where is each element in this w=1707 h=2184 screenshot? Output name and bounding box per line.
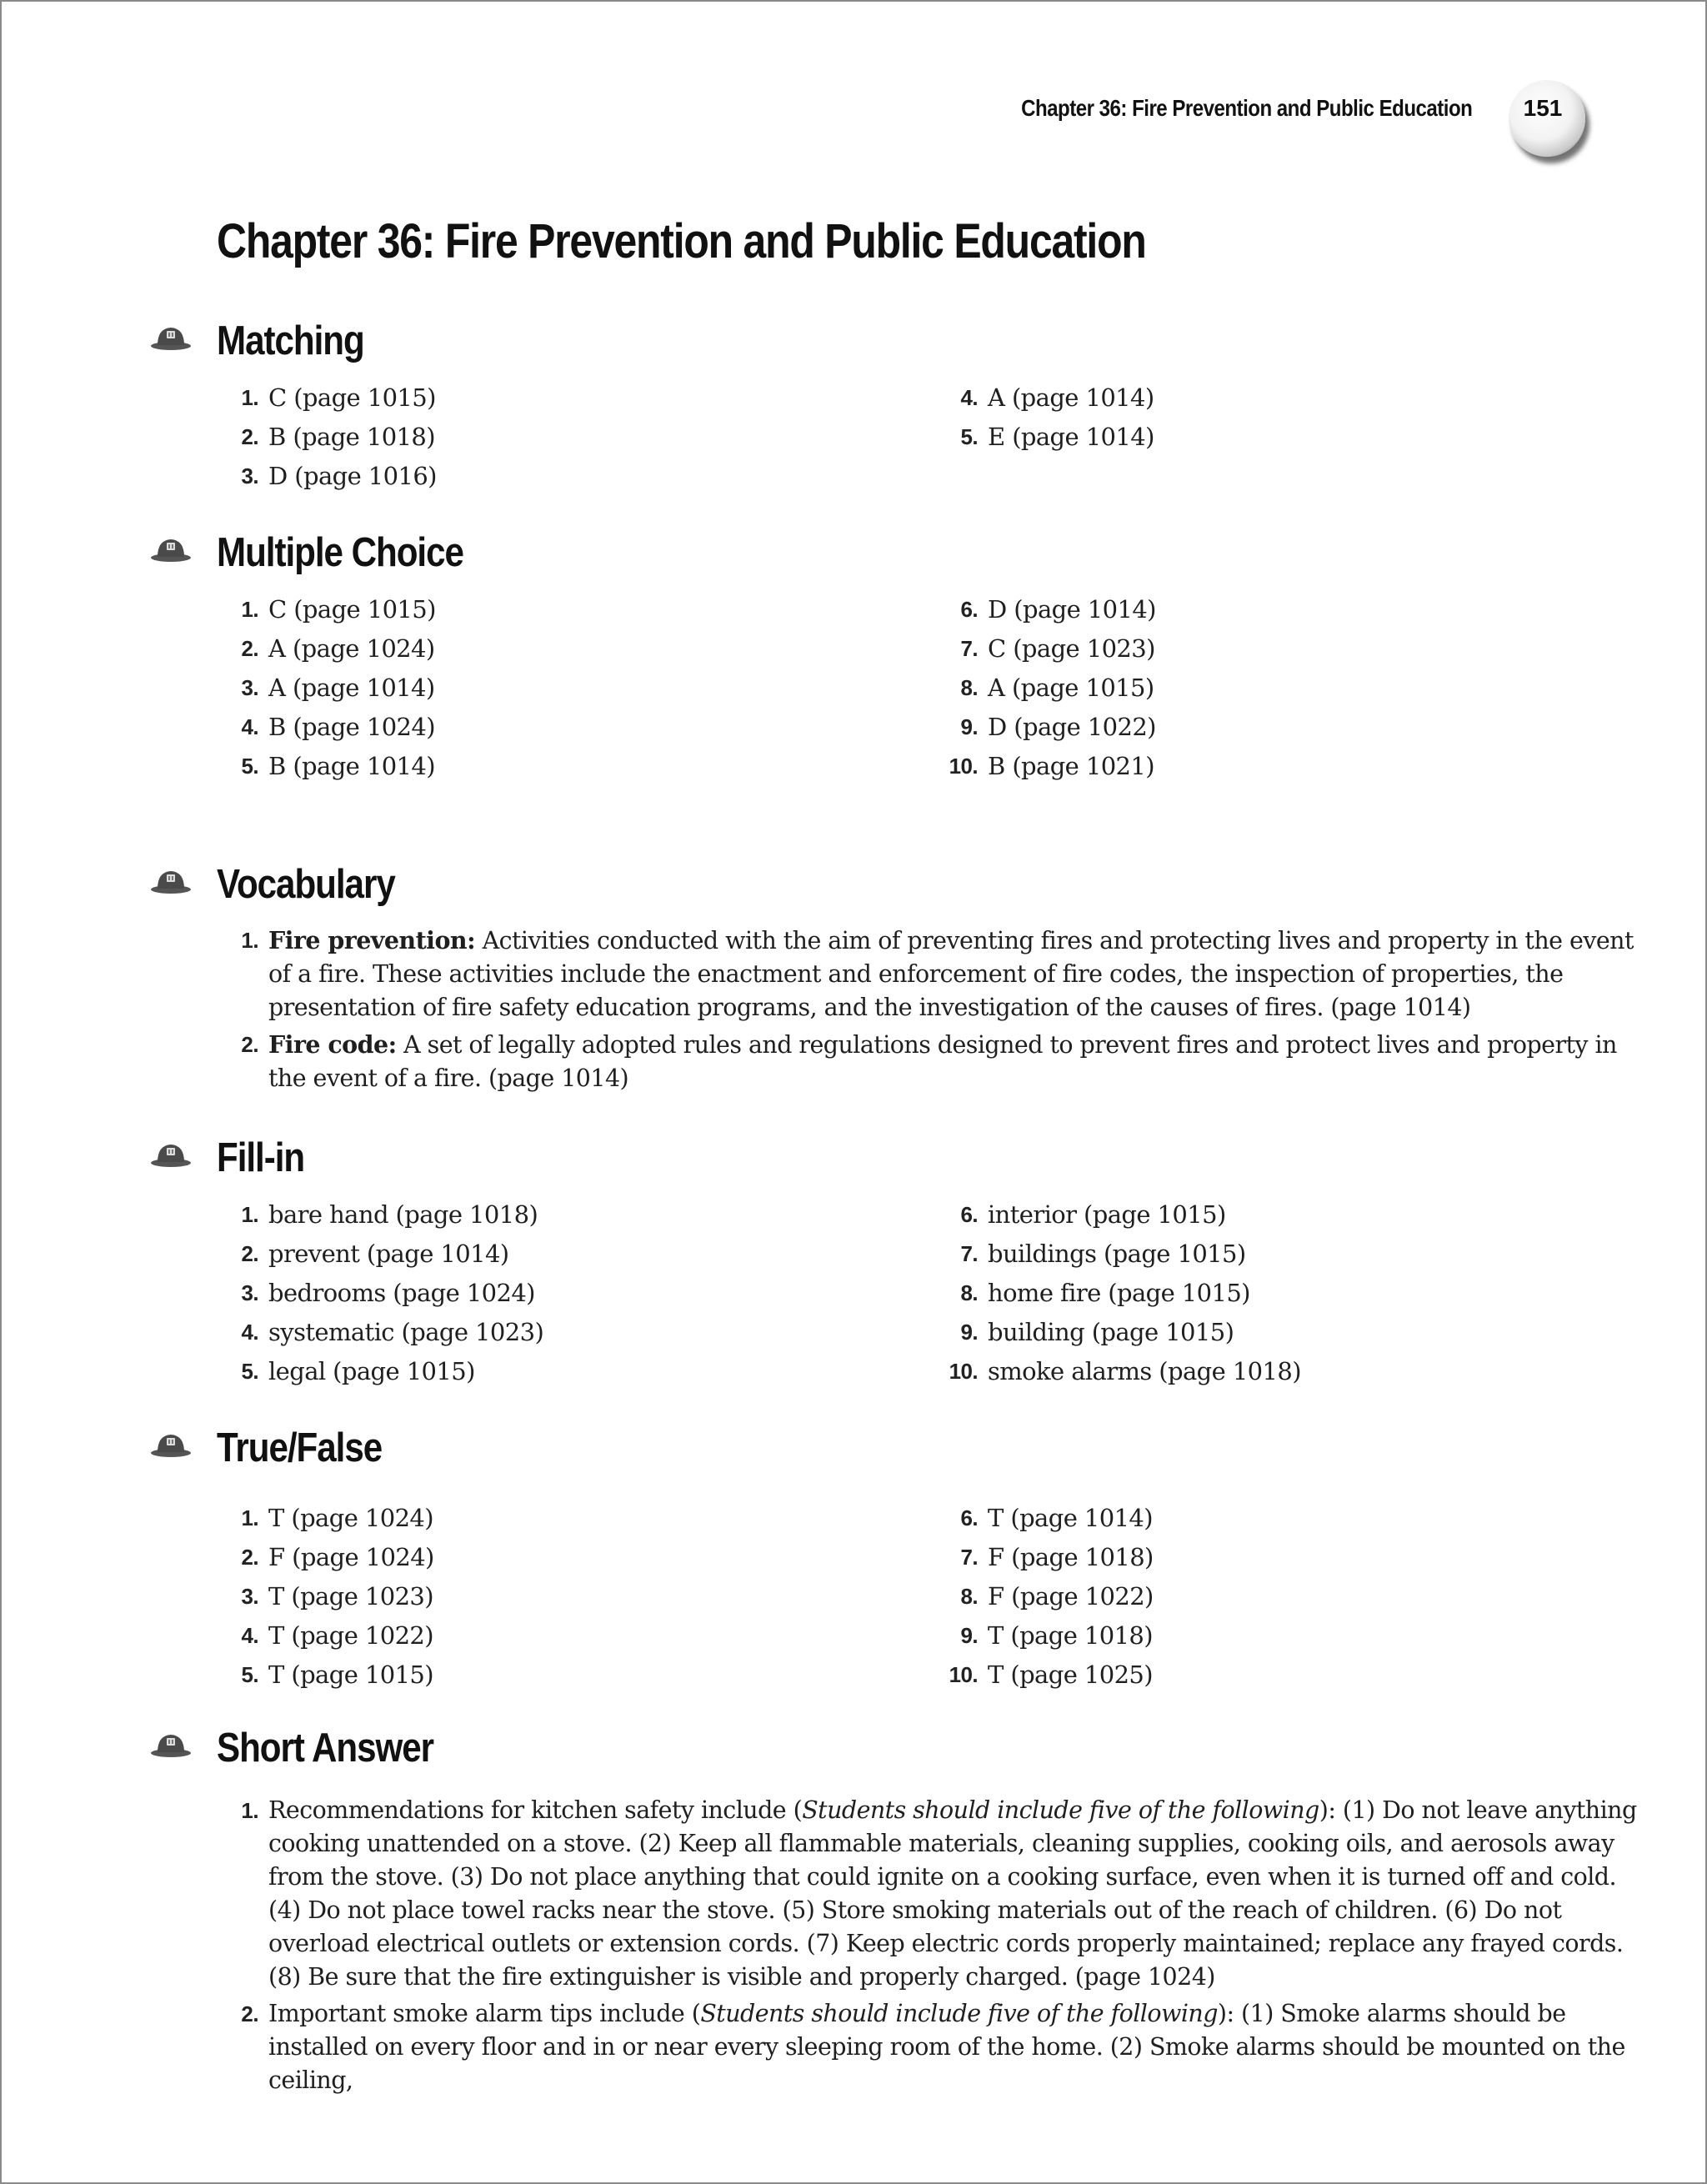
- answer-item: [217, 708, 436, 747]
- item-number: 3.: [241, 463, 258, 488]
- answer-intro: Important smoke alarm tips include (: [268, 2000, 701, 2027]
- answer-text: prevent (page 1014): [268, 1240, 509, 1268]
- item-number: 8.: [960, 675, 978, 700]
- answer-text: smoke alarms (page 1018): [988, 1357, 1301, 1385]
- answer-item: [936, 1538, 1154, 1577]
- answer-text: D (page 1022): [988, 713, 1156, 741]
- answer-text: buildings (page 1015): [988, 1240, 1246, 1268]
- item-number: 10.: [949, 1662, 978, 1687]
- item-number: 1.: [241, 597, 258, 622]
- running-header-title: Chapter 36: Fire Prevention and Public Education: [1020, 95, 1472, 121]
- answer-text: legal (page 1015): [268, 1357, 475, 1385]
- answer-text: interior (page 1015): [988, 1200, 1226, 1229]
- answer-column-right: [936, 1195, 1301, 1391]
- chapter-title: Chapter 36: Fire Prevention and Public Education: [217, 214, 1146, 268]
- answer-item: [936, 1313, 1301, 1352]
- answer-text: B (page 1024): [268, 713, 435, 741]
- true-false-answers: [0, 1499, 1707, 1695]
- answer-body: ): (1) Smoke alarms should be installed on every floor and in or near every sleeping room of the home. (2) Smoke alarms should be mounted on the ceiling,: [268, 2000, 1625, 2094]
- answer-item: [217, 1499, 434, 1538]
- section-title-multiple-choice: Multiple Choice: [217, 530, 463, 575]
- section-vocabulary: [0, 857, 1707, 1099]
- answer-item: [217, 1195, 543, 1235]
- short-answer-item: [217, 1997, 1644, 2097]
- answer-text: T (page 1023): [268, 1582, 433, 1610]
- fire-helmet-icon: [150, 323, 192, 352]
- answer-column-right: [936, 590, 1156, 786]
- answer-item: [936, 669, 1156, 708]
- answer-text: A (page 1015): [988, 674, 1154, 702]
- answer-column-left: [217, 378, 437, 496]
- fire-helmet-icon: [150, 867, 192, 895]
- answer-text: T (page 1018): [988, 1621, 1153, 1650]
- answer-item: [936, 1577, 1154, 1616]
- answer-column-right: [936, 1499, 1154, 1695]
- answer-text: C (page 1015): [268, 383, 436, 412]
- answer-text: D (page 1014): [988, 595, 1156, 624]
- answer-text: systematic (page 1023): [268, 1318, 544, 1346]
- answer-item: [217, 1577, 434, 1616]
- answer-text: B (page 1021): [988, 752, 1154, 780]
- item-number: 7.: [960, 636, 978, 661]
- item-number: 2.: [241, 1545, 258, 1570]
- item-number: 1.: [241, 1202, 258, 1227]
- answer-text: C (page 1015): [268, 595, 436, 624]
- section-fill-in: [0, 1130, 1707, 1391]
- vocabulary-list: [0, 924, 1707, 1095]
- answer-item: [217, 1274, 543, 1313]
- item-number: 9.: [960, 1320, 978, 1345]
- item-number: 5.: [241, 754, 258, 779]
- answer-text: D (page 1016): [268, 462, 437, 490]
- item-number: 2.: [241, 424, 258, 449]
- section-title-vocabulary: Vocabulary: [217, 862, 395, 907]
- answer-item: [936, 1656, 1154, 1695]
- answer-item: [936, 1352, 1301, 1391]
- answer-item: [936, 1195, 1301, 1235]
- item-number: 10.: [949, 1359, 978, 1384]
- item-number: 4.: [241, 1623, 258, 1648]
- answer-column-right: [936, 378, 1154, 457]
- section-title-fill-in: Fill-in: [217, 1135, 305, 1180]
- answer-text: A (page 1014): [268, 674, 435, 702]
- answer-text: T (page 1022): [268, 1621, 433, 1650]
- item-number: 6.: [960, 1505, 978, 1530]
- answer-item: [217, 378, 437, 418]
- answer-text: T (page 1015): [268, 1661, 433, 1689]
- answer-item: [217, 1235, 543, 1274]
- item-number: 2.: [241, 636, 258, 661]
- vocabulary-term: Fire code:: [268, 1030, 397, 1059]
- item-number: 4.: [241, 714, 258, 739]
- item-number: 1.: [241, 1505, 258, 1530]
- fire-helmet-icon: [150, 535, 192, 564]
- answer-item: [217, 1352, 543, 1391]
- answer-column-left: [217, 590, 436, 786]
- answer-item: [217, 669, 436, 708]
- answer-item: [936, 590, 1156, 629]
- item-number: 10.: [949, 754, 978, 779]
- section-title-true-false: True/False: [217, 1425, 383, 1470]
- item-number: 1.: [241, 385, 258, 410]
- answer-item: [217, 1616, 434, 1656]
- fire-helmet-icon: [150, 1140, 192, 1169]
- answer-text: T (page 1025): [988, 1661, 1153, 1689]
- section-matching: [0, 313, 1707, 496]
- item-number: 7.: [960, 1241, 978, 1266]
- item-number: 6.: [960, 597, 978, 622]
- answer-item: [217, 457, 437, 496]
- answer-item: [936, 1235, 1301, 1274]
- page-number-badge: [1509, 80, 1585, 157]
- answer-text: home fire (page 1015): [988, 1279, 1250, 1307]
- answer-text: F (page 1024): [268, 1543, 434, 1571]
- answer-item: [936, 418, 1154, 457]
- answer-instruction: Students should include five of the following: [700, 2000, 1218, 2027]
- answer-text: building (page 1015): [988, 1318, 1234, 1346]
- short-answer-list: [0, 1794, 1707, 2097]
- fire-helmet-icon: [150, 1430, 192, 1459]
- item-number: 2.: [241, 1032, 258, 1057]
- answer-item: [217, 590, 436, 629]
- answer-text: C (page 1023): [988, 634, 1155, 663]
- item-number: 2.: [241, 1241, 258, 1266]
- matching-answers: [0, 378, 1707, 496]
- item-number: 6.: [960, 1202, 978, 1227]
- answer-item: [936, 708, 1156, 747]
- item-number: 8.: [960, 1280, 978, 1305]
- item-number: 1.: [241, 1798, 258, 1823]
- answer-text: E (page 1014): [988, 423, 1154, 451]
- item-number: 9.: [960, 714, 978, 739]
- item-number: 3.: [241, 1280, 258, 1305]
- answer-instruction: Students should include five of the following: [802, 1796, 1319, 1824]
- short-answer-item: [217, 1794, 1644, 1994]
- item-number: 1.: [241, 928, 258, 953]
- answer-item: [217, 1538, 434, 1577]
- item-number: 4.: [960, 385, 978, 410]
- section-title-matching: Matching: [217, 318, 364, 363]
- item-number: 5.: [241, 1662, 258, 1687]
- answer-item: [217, 418, 437, 457]
- vocabulary-item: [217, 924, 1644, 1024]
- multiple-choice-answers: [0, 590, 1707, 786]
- item-number: 2.: [241, 2001, 258, 2026]
- section-multiple-choice: [0, 525, 1707, 786]
- answer-text: A (page 1014): [988, 383, 1154, 412]
- page-number: 151: [1523, 95, 1563, 121]
- answer-item: [936, 1499, 1154, 1538]
- item-number: 7.: [960, 1545, 978, 1570]
- answer-text: F (page 1018): [988, 1543, 1154, 1571]
- vocabulary-term: Fire prevention:: [268, 926, 476, 954]
- answer-text: F (page 1022): [988, 1582, 1154, 1610]
- answer-text: T (page 1014): [988, 1504, 1153, 1532]
- answer-item: [936, 629, 1156, 669]
- item-number: 9.: [960, 1623, 978, 1648]
- section-title-short-answer: Short Answer: [217, 1726, 434, 1771]
- answer-text: A (page 1024): [268, 634, 435, 663]
- answer-item: [217, 629, 436, 669]
- answer-intro: Recommendations for kitchen safety include (: [268, 1796, 803, 1824]
- answer-text: bare hand (page 1018): [268, 1200, 538, 1229]
- item-number: 3.: [241, 1584, 258, 1609]
- item-number: 8.: [960, 1584, 978, 1609]
- answer-column-left: [217, 1195, 543, 1391]
- answer-item: [936, 747, 1156, 786]
- answer-text: bedrooms (page 1024): [268, 1279, 535, 1307]
- section-short-answer: [0, 1721, 1707, 2101]
- answer-text: B (page 1014): [268, 752, 435, 780]
- vocabulary-definition: Activities conducted with the aim of preventing fires and protecting lives and property in the event of a fire. These activities include the enactment and enforcement of fire codes, the inspection of properties, the presentation of fire safety education programs, and the investigation of the causes of fires. (page 1014): [268, 927, 1634, 1021]
- vocabulary-definition: A set of legally adopted rules and regulations designed to prevent fires and protect lives and property in the event of a fire. (page 1014): [268, 1031, 1617, 1092]
- item-number: 3.: [241, 675, 258, 700]
- item-number: 4.: [241, 1320, 258, 1345]
- item-number: 5.: [241, 1359, 258, 1384]
- item-number: 5.: [960, 424, 978, 449]
- answer-item: [936, 1616, 1154, 1656]
- vocabulary-item: [217, 1028, 1644, 1095]
- answer-item: [936, 378, 1154, 418]
- answer-text: B (page 1018): [268, 423, 435, 451]
- fire-helmet-icon: [150, 1731, 192, 1759]
- answer-item: [936, 1274, 1301, 1313]
- answer-item: [217, 1313, 543, 1352]
- section-true-false: [0, 1420, 1707, 1695]
- answer-body: ): (1) Do not leave anything cooking unattended on a stove. (2) Keep all flammable materials, cleaning supplies, cooking oils, and aerosols away from the stove. (3) Do not place anything that could ignite on a cooking surface, even when it is turned off and cold. (4) Do not place towel racks near the stove. (5) Store smoking materials out of the reach of children. (6) Do not overload electrical outlets or extension cords. (7) Keep electric cords properly maintained; replace any frayed cords. (8) Be sure that the fire extinguisher is visible and properly charged. (page 1024): [268, 1796, 1637, 1991]
- answer-column-left: [217, 1499, 434, 1695]
- answer-text: T (page 1024): [268, 1504, 433, 1532]
- answer-item: [217, 1656, 434, 1695]
- fill-in-answers: [0, 1195, 1707, 1391]
- answer-item: [217, 747, 436, 786]
